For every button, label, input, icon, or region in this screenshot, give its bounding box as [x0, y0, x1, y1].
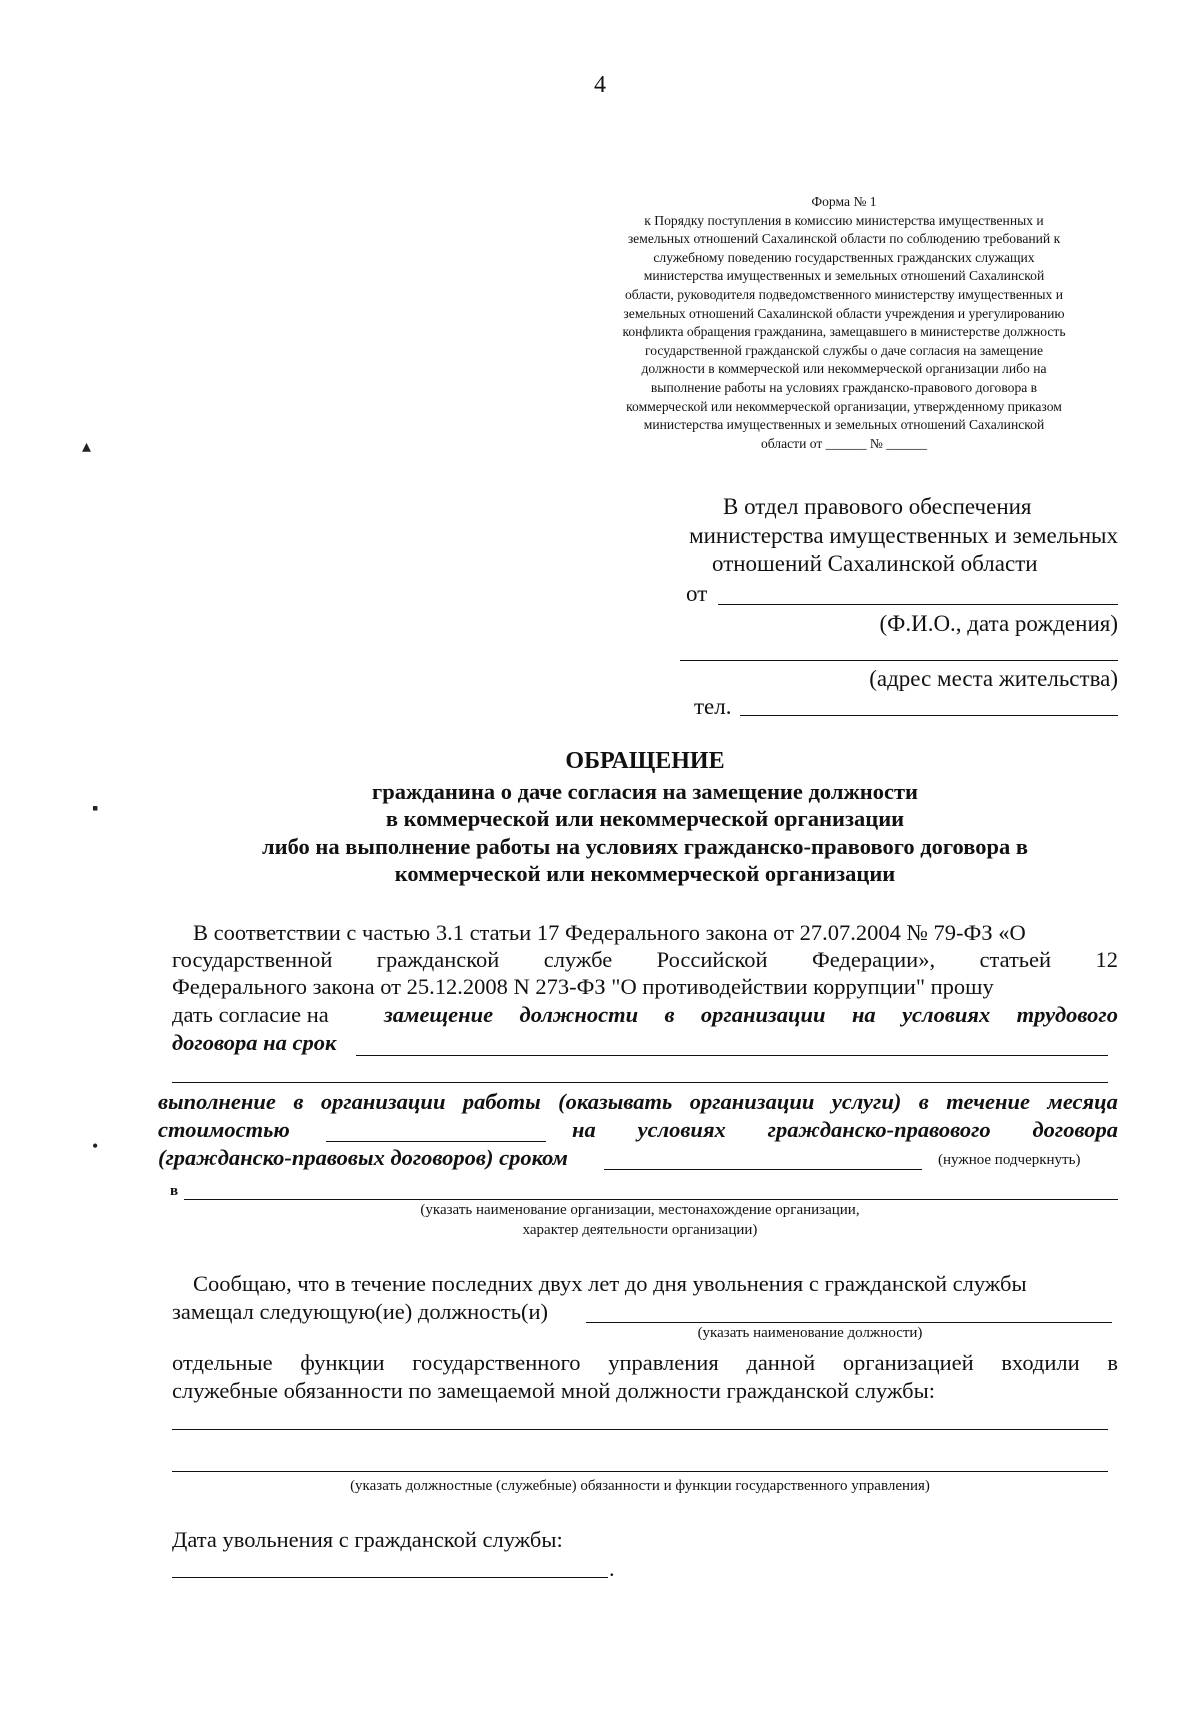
title-main: ОБРАЩЕНИЕ [565, 748, 725, 774]
word: государственной [172, 947, 333, 972]
word: в [664, 1002, 675, 1027]
word: данной [746, 1350, 816, 1375]
form-header-line: земельных отношений Сахалинской области по соблюдению требований к [627, 231, 1061, 247]
organization-caption-2: характер деятельности организации) [522, 1222, 758, 1238]
word: Федерации», [811, 947, 936, 972]
p5-line-2: служебные обязанности по замещаемой мной должности гражданской службы: [172, 1378, 935, 1403]
word: в [1107, 1350, 1118, 1375]
form-header-line: области от ______ № ______ [760, 435, 928, 451]
form-header-line: министерства имущественных и земельных отношений Сахалинской [643, 268, 1045, 284]
word: договора [1032, 1117, 1118, 1142]
p2-line-3: (гражданско-правовых договоров) сроком [158, 1145, 568, 1170]
word: функции [300, 1350, 385, 1375]
page-number: 4 [594, 72, 606, 98]
word: выполнение [158, 1089, 276, 1114]
word: условиях [637, 1117, 726, 1142]
word: в [918, 1089, 929, 1114]
word: месяца [1047, 1089, 1118, 1114]
period-field[interactable] [604, 1169, 922, 1170]
addressee-line-1: В отдел правового обеспечения [723, 494, 1032, 519]
position-caption: (указать наименование должности) [697, 1325, 923, 1341]
word: в [293, 1089, 304, 1114]
scan-mark: ▪ [92, 798, 99, 818]
word: услуги) [831, 1089, 902, 1114]
address-caption: (адрес места жительства) [869, 666, 1118, 691]
term-field-continued[interactable] [172, 1082, 1108, 1083]
word: организацией [842, 1350, 974, 1375]
word: (оказывать [558, 1089, 673, 1114]
cost-field[interactable] [326, 1141, 546, 1142]
document-title [150, 748, 1140, 888]
p2-line-2-terms [572, 1117, 1118, 1144]
form-header-line: служебному поведению государственных гражданских служащих [653, 249, 1035, 265]
dismissal-label: Дата увольнения с гражданской службы: [172, 1527, 563, 1552]
p1-line-2 [172, 947, 1118, 974]
word: гражданской [376, 947, 500, 972]
scan-mark: ▴ [82, 436, 92, 456]
form-header [578, 193, 1110, 453]
p4-line-2: замещал следующую(ие) должность(и) [172, 1299, 549, 1324]
word: гражданско-правового [767, 1117, 991, 1142]
word: условиях [902, 1002, 991, 1027]
from-label: от [686, 581, 708, 606]
phone-field[interactable] [740, 715, 1118, 716]
fio-caption: (Ф.И.О., дата рождения) [879, 611, 1118, 636]
title-line: коммерческой или некоммерческой организации [394, 861, 896, 886]
p2-line-1 [158, 1089, 1118, 1116]
organization-caption-1: (указать наименование организации, местонахождение организации, [420, 1202, 860, 1218]
form-header-line: министерства имущественных и земельных отношений Сахалинской [643, 417, 1045, 433]
word: статьей [979, 947, 1052, 972]
word: организации [689, 1089, 815, 1114]
word: на [572, 1117, 596, 1142]
word: службе [543, 947, 613, 972]
underline-note: (нужное подчеркнуть) [938, 1152, 1081, 1168]
word: Российской [656, 947, 768, 972]
word: трудового [1016, 1002, 1118, 1027]
p1-line-3: Федерального закона от 25.12.2008 N 273-ФЗ "О противодействии коррупции" прошу [172, 974, 994, 999]
position-field[interactable] [586, 1322, 1112, 1323]
word: течение [946, 1089, 1030, 1114]
p1-line-4-consent [384, 1002, 1118, 1029]
title-line: либо на выполнение работы на условиях гражданско-правового договора в [261, 833, 1029, 859]
phone-label: тел. [694, 694, 732, 719]
form-header-line: к Порядку поступления в комиссию министерства имущественных и [644, 212, 1044, 228]
p1-line-1: В соответствии с частью 3.1 статьи 17 Федерального закона от 27.07.2004 № 79-ФЗ «О [193, 920, 1026, 945]
form-header-line: коммерческой или некоммерческой организации, утвержденному приказом [626, 398, 1062, 414]
word: управления [608, 1350, 719, 1375]
duties-field-1[interactable] [172, 1429, 1108, 1430]
fio-field[interactable] [718, 604, 1118, 605]
p4-line-1: Сообщаю, что в течение последних двух лет до дня увольнения с гражданской службы [193, 1271, 1027, 1296]
title-line: в коммерческой или некоммерческой организации [385, 806, 905, 831]
addressee-line-3: отношений Сахалинской области [712, 551, 1038, 576]
word: должности [519, 1002, 639, 1027]
term-field[interactable] [356, 1055, 1108, 1056]
word: замещение [384, 1002, 494, 1027]
duties-caption: (указать должностные (служебные) обязанности и функции государственного управления) [350, 1478, 930, 1494]
word: государственного [412, 1350, 581, 1375]
addressee-line-2: министерства имущественных и земельных [689, 523, 1118, 548]
word: отдельные [172, 1350, 273, 1375]
form-header-line: государственной гражданской службы о даче согласия на замещение [644, 342, 1043, 358]
word: входили [1001, 1350, 1080, 1375]
word: организации [700, 1002, 826, 1027]
p1-line-5: договора на срок [172, 1030, 337, 1055]
duties-field-2[interactable] [172, 1471, 1108, 1472]
organization-field[interactable] [184, 1199, 1118, 1200]
title-line: гражданина о даче согласия на замещение должности [372, 778, 918, 804]
p2-line-2-lead: стоимостью [158, 1117, 290, 1142]
p3-prefix: в [170, 1183, 179, 1199]
form-header-line: выполнение работы на условиях гражданско-правового договора в [650, 379, 1038, 395]
form-header-line: области, руководителя подведомственного министерству имущественных и [624, 286, 1064, 302]
word: на [851, 1002, 876, 1027]
form-header-line: земельных отношений Сахалинской области учреждения и урегулированию [623, 305, 1065, 321]
address-field[interactable] [680, 660, 1118, 661]
p5-line-1 [172, 1350, 1118, 1377]
period-mark: . [609, 1556, 615, 1581]
form-header-line: должности в коммерческой или некоммерческой организации либо на [641, 361, 1047, 377]
form-header-line: конфликта обращения гражданина, замещавшего в министерстве должность [622, 324, 1066, 340]
word: организации [320, 1089, 446, 1114]
form-header-line: Форма № 1 [811, 194, 877, 209]
scan-mark: • [92, 1136, 99, 1156]
dismissal-date-field[interactable] [172, 1577, 608, 1578]
word: работы [462, 1089, 541, 1114]
p1-line-4-lead: дать согласие на [172, 1002, 329, 1027]
word: 12 [1095, 947, 1118, 972]
